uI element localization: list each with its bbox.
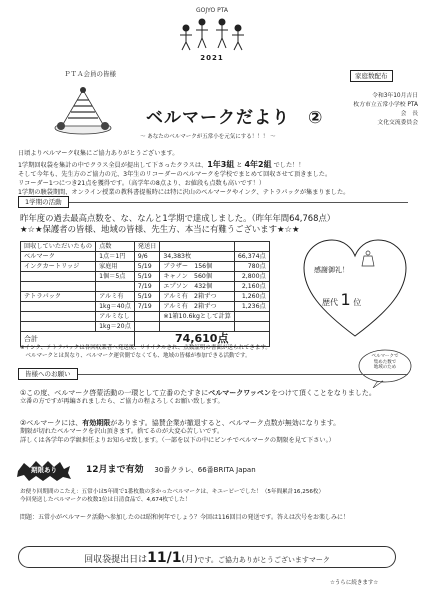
table-row: ベルマーク 1点＝1円 9/6 34,383枚 66,374点 xyxy=(21,252,270,262)
thanks-heart xyxy=(300,238,410,340)
submission-date: 11/1 xyxy=(147,550,182,566)
intro-line: 1学期の駿袋期間、オンライン授業の教科書提報時には特に沢山のベルマークやインク、テトラパックが集まりました。 xyxy=(18,188,350,196)
deadline-burst xyxy=(16,460,72,482)
heart-rank-label: 歴代 1 位 xyxy=(322,290,362,309)
table-row: 1kg＝20点 xyxy=(21,322,270,332)
table-row: アルミなし ※1箱10.6kgとして計算 xyxy=(21,312,270,322)
heart-thanks: 感謝御礼！ xyxy=(314,266,349,274)
issuer-org: 枚方市立五常小学校 PTA xyxy=(353,101,418,108)
logo-year: 2021 xyxy=(200,54,224,62)
deadline-sponsors: 30番クラレ、66番BRITA Japan xyxy=(154,466,256,474)
issuer-chair: 会 長 xyxy=(400,110,418,117)
children-logo-icon xyxy=(172,4,252,54)
mascot-text: ベルマークで 集めた数で 地域のため xyxy=(371,354,399,371)
distribution-badge: 家庭数配布 xyxy=(350,70,393,82)
pta-label: ＰＴＡ会員の皆様 xyxy=(64,70,116,78)
deadline-text xyxy=(86,465,256,476)
class-highlight: 1年3組 xyxy=(207,159,235,169)
issuer-committee: 文化交流委員会 xyxy=(377,119,418,126)
intro-line: そして今年も、先生方のご協力の元、3年生のリコーダーのベルマークを学校でまとめて回収させて頂きました。 xyxy=(18,170,332,178)
table-header: 点数 xyxy=(96,242,135,252)
expiry-highlight: 有効期限 xyxy=(82,419,111,427)
party-hat-icon xyxy=(52,86,114,136)
heart-icon xyxy=(300,238,410,340)
record-line: 昨年度の過去最高点数を、な、なんと1学期で達成しました。（昨年年間64,768点） xyxy=(20,213,336,223)
section-heading: 1学期の活動 xyxy=(18,196,69,208)
page-title: ベルマークだより ② xyxy=(146,108,324,128)
table-row: インクカートリッジ 家庭用 5/19 ブラザー 156個 780点 xyxy=(21,262,270,272)
table-header-row xyxy=(21,242,270,252)
issuer-block xyxy=(330,92,418,128)
record-announcement xyxy=(20,213,415,236)
school-logo xyxy=(172,4,252,64)
table-row: テトラパック アルミ有 5/19 アルミ有 2箱ずつ 1,260点 xyxy=(21,292,270,302)
intro-line: 日頃よりベルマーク収集にご協力ありがとうございます。 xyxy=(18,150,179,157)
intro-line: 1学期回収袋を集計の中でクラス全員が提出して下さったクラスは、1年3組 と 4年2組 でした！！ xyxy=(18,159,305,169)
request-one: ①この度、ベルマーク啓蒙活動の一環として立番のたすきにベルマークワッペンをつけて頂くことをなりました。 立番の方ですが再編されましたら、ご協力の程よろしくお願い致します。 xyxy=(20,389,376,406)
continued-note: ☆うらに続きます☆ xyxy=(330,580,379,586)
section-heading: 皆様へのお願い xyxy=(18,368,78,380)
total-label: 合計 xyxy=(21,332,135,347)
issue-date: 令和3年10月吉日 xyxy=(372,93,418,99)
results-table xyxy=(20,241,270,347)
wappen-highlight: ベルマークワッペン xyxy=(208,389,271,397)
table-row: 1個＝5点 5/19 キャノン 560個 2,800点 xyxy=(21,272,270,282)
burst-label: 期限あり xyxy=(31,466,57,474)
page-subtitle: ～ あなたのベルマークが五常小を元気にする！！！ ～ xyxy=(140,134,276,140)
table-header: 回収していただいたもの xyxy=(21,242,96,252)
table-header: 発送日 xyxy=(134,242,160,252)
heart-rank: 1 xyxy=(340,290,351,309)
recycle-note: ※インク、テトラパックは各回収業者へ発送後、リサイクルされ、点数証明の書面が送られてきます。 ベルマークとは異なり、ベルマーク運営側でなくても、地域の皆様が参加できる活動です。 xyxy=(20,345,271,359)
total-value: 74,610点 xyxy=(134,332,269,347)
svg-text:GOJYO PTA: GOJYO PTA xyxy=(195,7,229,14)
request-two: ②ベルマークには、有効期限があります。協賛企業が撤退すると、ベルマーク点数が無効になります。 期限が切れたベルマークを沢山頂きます。捨てるのが大変心苦しいです。 詳しくは各学年の学級担任よりお知らせ致します。（一部を以下の中にピンチでベルマークの期限を見て下さい。） xyxy=(20,419,341,445)
quiz-question: 問題：五常小がベルマーク活動へ参加したのは昭和何年でしょう？今回は116回目の発送です。答えは次号をお楽しみに！ xyxy=(20,514,349,521)
intro-line: リコーダー1つにつき21点を獲得です。（高学年の8点より、お値段も点数も高いです！） xyxy=(18,179,266,187)
submission-banner: 回収袋提出日は11/1(月)です。ご協力ありがとうございますマーク xyxy=(18,546,396,568)
table-row: 7/19 エプソン 432個 2,160点 xyxy=(21,282,270,292)
mailing-info: お便り回期間のこたえ：五常小は5年間で1番枚数の多かったベルマークは、キユーピーでした！（5年間累計16,256枚） 今回発送したベルマークの枚数1位は日清食品で、4,674枚でした！ xyxy=(20,489,325,504)
deadline-month: 12月まで有効 xyxy=(86,465,144,475)
thanks-line: ★☆★保護者の皆様、地域の皆様、先生方、本当に有難うございます★☆★ xyxy=(20,224,300,235)
bell-hat-illustration xyxy=(52,86,114,136)
table-row: 1kg＝40点 7/19 アルミ有 2箱ずつ 1,236点 xyxy=(21,302,270,312)
class-highlight: 4年2組 xyxy=(244,159,272,169)
intro-paragraph xyxy=(18,150,413,198)
section-divider xyxy=(18,202,408,203)
